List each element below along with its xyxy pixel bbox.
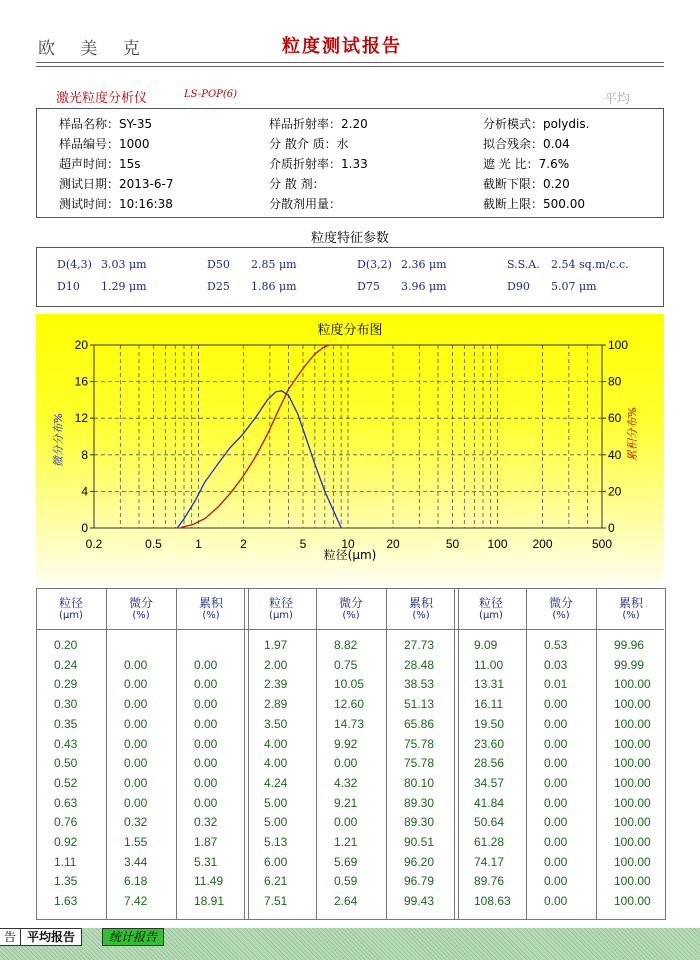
table-cell: 1.21 <box>334 835 358 849</box>
instrument-name: 激光粒度分析仪 <box>56 91 148 106</box>
table-header: 微分 <box>128 596 153 610</box>
table-cell: 0.00 <box>194 716 218 731</box>
param-value: 2.36 μm <box>401 258 447 271</box>
chart-grid <box>94 345 602 528</box>
param-value: 2.85 μm <box>251 258 297 271</box>
table-cell: 0.32 <box>124 815 148 830</box>
table-cell: 0.00 <box>124 756 148 771</box>
y-left-tick-label: 4 <box>81 484 88 499</box>
table-cell: 0.00 <box>124 775 148 790</box>
table-cell: 0.00 <box>194 775 218 790</box>
x-tick-label: 1 <box>195 537 202 551</box>
param-label: S.S.A. <box>507 258 540 271</box>
table-cell: 10.05 <box>334 677 365 692</box>
table-cell: 0.63 <box>54 795 78 810</box>
param-value: 5.07 μm <box>551 280 597 293</box>
x-tick-label: 20 <box>386 537 400 551</box>
table-cell: 0.29 <box>54 677 78 692</box>
report-title: 粒度测试报告 <box>282 36 402 57</box>
table-cell: 2.00 <box>264 657 288 672</box>
table-cell: 0.00 <box>544 775 568 790</box>
table-header-unit: (μm) <box>269 610 293 621</box>
table-cell: 27.73 <box>404 638 435 652</box>
table-cell: 7.51 <box>264 894 288 909</box>
table-cell: 0.00 <box>334 815 358 830</box>
table-header-unit: (%) <box>622 610 640 621</box>
param-label: D10 <box>57 280 80 293</box>
table-cell: 1.35 <box>54 874 78 889</box>
y-left-axis-label: 微分分布% <box>52 412 65 468</box>
table-cell: 11.00 <box>474 657 504 672</box>
table-cell: 0.00 <box>194 657 218 672</box>
table-col-line <box>106 588 107 920</box>
table-cell: 100.00 <box>614 736 651 751</box>
param-value: 2.54 sq.m/c.c. <box>551 258 629 271</box>
info-field: 测试时间：10:16:38 <box>59 197 173 211</box>
table-cell: 5.31 <box>194 854 218 869</box>
table-cell: 11.49 <box>194 874 224 889</box>
table-cell: 9.21 <box>334 795 358 810</box>
table-header-unit: (μm) <box>479 610 503 621</box>
x-tick-label: 10 <box>341 537 355 551</box>
table-cell: 0.00 <box>194 795 218 810</box>
table-cell: 99.96 <box>614 638 645 652</box>
table-cell: 80.10 <box>404 775 435 790</box>
info-field: 样品编号：1000 <box>59 137 150 151</box>
table-cell: 108.63 <box>474 894 511 909</box>
instrument-model: LS-POP(6) <box>184 89 238 100</box>
table-cell: 23.60 <box>474 736 505 751</box>
info-field: 截断上限：500.00 <box>483 197 585 211</box>
param-label: D(4,3) <box>57 258 92 271</box>
table-cell: 4.24 <box>264 775 288 790</box>
table-col-line <box>526 588 527 920</box>
x-tick-label: 2 <box>240 537 247 551</box>
table-cell: 3.44 <box>124 854 148 869</box>
param-label: D(3,2) <box>357 258 392 271</box>
cumulative-line <box>181 345 330 528</box>
table-cell: 7.42 <box>124 894 148 909</box>
table-header-unit: (%) <box>412 610 430 621</box>
param-label: D90 <box>507 280 530 293</box>
table-header: 累积 <box>408 596 433 610</box>
table-cell: 0.00 <box>194 756 218 771</box>
y-right-tick-label: 20 <box>608 484 622 499</box>
y-right-tick-label: 100 <box>608 338 629 352</box>
table-cell: 75.78 <box>404 756 435 771</box>
table-header: 粒径 <box>268 596 293 610</box>
table-cell: 28.56 <box>474 756 505 771</box>
table-cell: 6.00 <box>264 854 288 869</box>
table-cell: 89.30 <box>404 795 435 810</box>
company-logo: 欧 美 克 <box>38 39 150 59</box>
table-header-unit: (%) <box>552 610 570 621</box>
table-cell: 0.00 <box>124 736 148 751</box>
table-header-unit: (%) <box>342 610 360 621</box>
table-cell: 16.11 <box>474 697 504 712</box>
info-field: 超声时间：15s <box>59 157 141 171</box>
table-cell: 0.92 <box>54 835 78 849</box>
table-cell: 1.55 <box>124 835 148 849</box>
table-col-line <box>596 588 597 920</box>
chart-title: 粒度分布图 <box>317 323 383 338</box>
info-field: 样品折射率：2.20 <box>269 117 368 131</box>
table-cell: 0.00 <box>544 736 568 751</box>
differential-line <box>177 391 341 528</box>
info-field: 分散剂用量： <box>269 197 342 211</box>
table-cell: 0.50 <box>54 756 78 771</box>
table-cell: 41.84 <box>474 795 505 810</box>
table-cell: 74.17 <box>474 854 505 869</box>
y-right-tick-label: 80 <box>608 374 622 389</box>
y-right-axis-label: 累积分布% <box>626 406 639 462</box>
table-cell: 0.00 <box>124 716 148 731</box>
table-col-line <box>176 588 177 920</box>
table-cell: 14.73 <box>334 716 365 731</box>
axis-ticks <box>75 338 629 551</box>
x-tick-label: 0.2 <box>85 537 103 551</box>
table-cell: 96.79 <box>404 874 435 889</box>
table-cell: 100.00 <box>614 854 651 869</box>
table-cell: 0.00 <box>544 815 568 830</box>
x-tick-label: 100 <box>487 537 508 551</box>
info-field: 分 散 剂： <box>269 177 325 191</box>
table-cell: 89.76 <box>474 874 505 889</box>
param-value: 3.96 μm <box>401 280 447 293</box>
table-cell: 0.00 <box>124 795 148 810</box>
table-cell: 6.18 <box>124 874 148 889</box>
series-group <box>177 345 341 528</box>
table-cell: 9.09 <box>474 638 498 652</box>
table-cell: 0.75 <box>334 657 358 672</box>
table-divider <box>454 588 459 920</box>
table-cell: 0.00 <box>544 716 568 731</box>
table-cell: 0.00 <box>544 874 568 889</box>
x-tick-label: 50 <box>445 537 460 551</box>
info-field: 介质折射率：1.33 <box>269 157 368 171</box>
table-cell: 100.00 <box>614 815 651 830</box>
x-tick-label: 200 <box>532 537 553 551</box>
table-header-divider <box>36 629 664 630</box>
info-field: 遮 光 比：7.6% <box>483 157 570 171</box>
table-cell: 0.00 <box>194 736 218 751</box>
info-field: 截断下限：0.20 <box>483 177 570 191</box>
table-cell: 0.00 <box>334 756 358 771</box>
table-cell: 0.20 <box>54 638 78 652</box>
table-header: 粒径 <box>478 596 503 610</box>
table-cell: 100.00 <box>614 775 651 790</box>
table-cell: 0.00 <box>544 894 568 909</box>
table-header-unit: (μm) <box>59 610 83 621</box>
x-tick-label: 5 <box>299 537 307 551</box>
tab-previous[interactable]: 告 <box>0 928 21 946</box>
table-header-unit: (%) <box>132 610 150 621</box>
table-cell: 99.43 <box>404 894 435 909</box>
table-cell: 5.00 <box>264 795 288 810</box>
table-cell: 100.00 <box>614 716 651 731</box>
table-cell: 3.50 <box>264 716 288 731</box>
table-header: 微分 <box>548 596 573 610</box>
table-cell: 5.13 <box>264 835 288 849</box>
tab-average-report[interactable]: 平均报告 <box>20 928 82 946</box>
info-field: 样品名称：SY-35 <box>59 117 153 131</box>
table-cell: 65.86 <box>404 716 435 731</box>
table-cell: 0.43 <box>54 736 78 751</box>
param-value: 1.29 μm <box>101 280 147 293</box>
table-cell: 19.50 <box>474 716 505 731</box>
table-cell: 0.52 <box>54 775 78 790</box>
table-cell: 0.00 <box>544 795 568 810</box>
table-cell: 12.60 <box>334 697 365 712</box>
table-cell: 100.00 <box>614 756 651 771</box>
table-cell: 0.00 <box>124 697 148 712</box>
table-cell: 100.00 <box>614 677 651 692</box>
info-field: 拟合残余：0.04 <box>483 137 570 151</box>
table-cell: 0.00 <box>194 677 218 692</box>
param-label: D50 <box>207 258 230 271</box>
table-cell: 2.39 <box>264 677 288 692</box>
table-cell: 4.00 <box>264 756 288 771</box>
table-cell: 4.32 <box>334 775 358 790</box>
table-cell: 96.20 <box>404 854 435 869</box>
table-cell: 0.53 <box>544 638 568 652</box>
info-field: 测试日期：2013-6-7 <box>59 177 174 191</box>
table-cell: 38.53 <box>404 677 435 692</box>
table-header-unit: (%) <box>202 610 220 621</box>
table-cell: 4.00 <box>264 736 288 751</box>
table-cell: 0.76 <box>54 815 78 830</box>
table-cell: 51.13 <box>404 697 435 712</box>
table-cell: 100.00 <box>614 894 651 909</box>
table-col-line <box>316 588 317 920</box>
table-cell: 75.78 <box>404 736 435 751</box>
y-left-tick-label: 16 <box>74 374 88 389</box>
table-cell: 50.64 <box>474 815 505 830</box>
table-cell: 0.03 <box>544 657 568 672</box>
param-label: D25 <box>207 280 230 293</box>
x-tick-label: 0.5 <box>145 537 162 551</box>
table-cell: 100.00 <box>614 795 651 810</box>
table-header: 微分 <box>338 596 363 610</box>
table-cell: 5.69 <box>334 854 358 869</box>
table-cell: 0.00 <box>544 756 568 771</box>
report-type-label: 平均 <box>604 92 631 107</box>
table-cell: 90.51 <box>404 835 435 849</box>
table-divider <box>244 588 249 920</box>
table-cell: 9.92 <box>334 736 358 751</box>
y-right-tick-label: 0 <box>608 521 615 535</box>
table-col-line <box>386 588 387 920</box>
table-cell: 0.32 <box>194 815 218 830</box>
table-cell: 18.91 <box>194 894 225 909</box>
table-cell: 1.87 <box>194 835 218 849</box>
tab-statistics-report[interactable]: 统计报告 <box>102 928 164 946</box>
table-cell: 2.89 <box>264 697 288 712</box>
table-cell: 0.24 <box>54 657 78 672</box>
table-cell: 0.00 <box>544 697 568 712</box>
y-left-tick-label: 8 <box>81 447 88 462</box>
table-header: 累积 <box>198 596 223 610</box>
y-left-tick-label: 12 <box>74 411 88 426</box>
y-right-tick-label: 40 <box>608 447 622 462</box>
table-cell: 28.48 <box>404 657 435 672</box>
table-cell: 100.00 <box>614 697 651 712</box>
table-cell: 0.00 <box>544 835 568 849</box>
table-cell: 0.35 <box>54 716 78 731</box>
table-cell: 0.00 <box>124 677 148 692</box>
table-cell: 2.64 <box>334 894 358 909</box>
table-cell: 1.97 <box>264 638 288 652</box>
table-cell: 0.00 <box>194 697 218 712</box>
param-label: D75 <box>357 280 380 293</box>
x-tick-label: 500 <box>591 537 613 551</box>
param-value: 1.86 μm <box>251 280 297 293</box>
table-cell: 13.31 <box>474 677 505 692</box>
table-header: 粒径 <box>58 596 83 610</box>
info-field: 分析模式：polydis. <box>483 117 590 131</box>
table-cell: 6.21 <box>264 874 288 889</box>
table-cell: 99.99 <box>614 657 645 672</box>
table-cell: 0.00 <box>544 854 568 869</box>
table-cell: 0.30 <box>54 697 78 712</box>
table-cell: 89.30 <box>404 815 435 830</box>
table-cell: 1.11 <box>54 854 77 869</box>
x-axis-label: 粒径(μm) <box>323 548 377 562</box>
y-left-tick-label: 20 <box>74 338 88 352</box>
table-cell: 1.63 <box>54 894 78 909</box>
y-right-tick-label: 60 <box>608 411 622 426</box>
table-cell: 34.57 <box>474 775 505 790</box>
params-title: 粒度特征参数 <box>310 231 389 246</box>
table-cell: 0.01 <box>544 677 568 692</box>
table-cell: 5.00 <box>264 815 288 830</box>
table-cell: 100.00 <box>614 835 651 849</box>
table-cell: 61.28 <box>474 835 505 849</box>
table-cell: 100.00 <box>614 874 651 889</box>
table-cell: 0.59 <box>334 874 358 889</box>
y-left-tick-label: 0 <box>81 521 88 535</box>
table-cell: 0.00 <box>124 657 148 672</box>
param-value: 3.03 μm <box>101 258 147 271</box>
info-field: 分 散介 质：水 <box>269 137 349 151</box>
table-header: 累积 <box>618 596 643 610</box>
table-cell: 8.82 <box>334 638 358 652</box>
